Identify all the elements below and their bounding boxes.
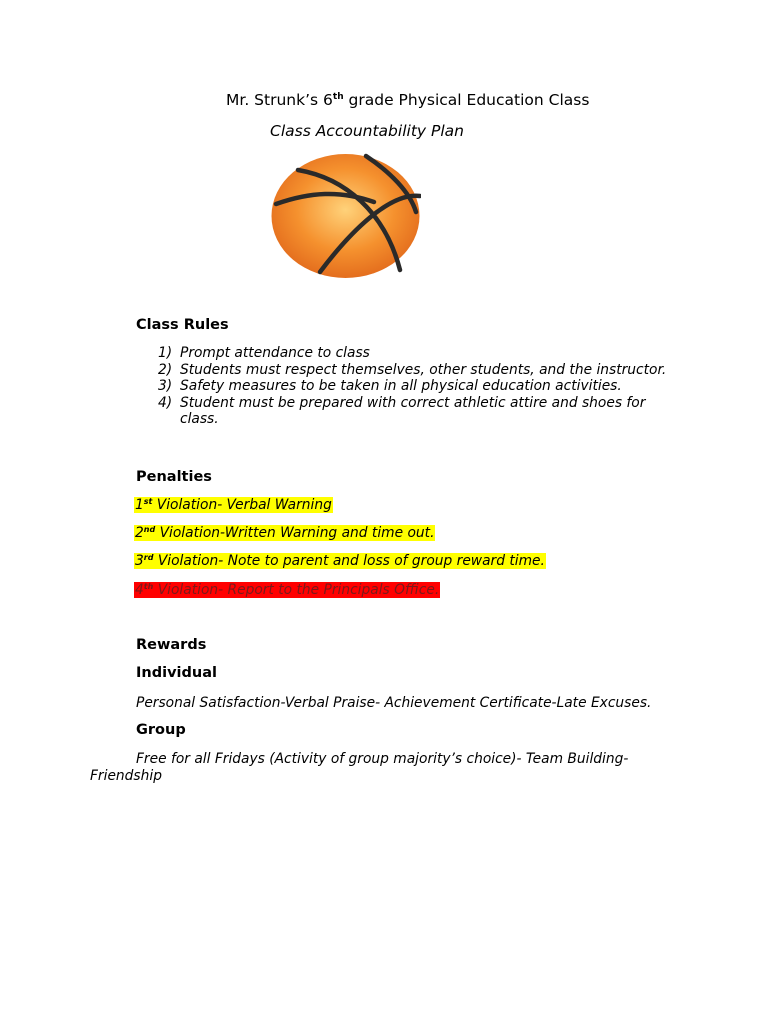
title-superscript: th (332, 91, 344, 102)
title-suffix: grade Physical Education Class (343, 91, 590, 109)
class-rules-heading: Class Rules (136, 317, 229, 333)
document-subtitle: Class Accountability Plan (270, 122, 464, 140)
penalty-fourth-violation: 4th Violation- Report to the Principals Office. (135, 582, 440, 598)
penalties-heading: Penalties (136, 469, 212, 485)
individual-rewards-text: Personal Satisfaction-Verbal Praise- Achievement Certificate-Late Excuses. (136, 695, 652, 711)
rewards-heading: Rewards (136, 637, 207, 653)
basketball-image (270, 152, 421, 280)
list-item: 2) Students must respect themselves, other students, and the instructor. (158, 361, 667, 378)
list-item: 1) Prompt attendance to class (158, 345, 370, 361)
title-prefix: Mr. Strunk’s 6 (226, 91, 333, 109)
list-item: 3) Safety measures to be taken in all physical education activities. (158, 378, 622, 395)
list-item: 4) Student must be prepared with correct athletic attire and shoes for class. (158, 394, 646, 428)
group-heading: Group (136, 722, 186, 738)
individual-heading: Individual (136, 665, 217, 681)
penalty-first-violation: 1st Violation- Verbal Warning (135, 497, 332, 513)
class-rules-list (158, 345, 698, 428)
penalty-third-violation: 3rd Violation- Note to parent and loss of group reward time. (135, 553, 545, 569)
group-rewards-text-line1: Free for all Fridays (Activity of group majority’s choice)- Team Building- (136, 751, 629, 767)
penalty-second-violation: 2nd Violation-Written Warning and time out. (135, 525, 435, 541)
document-title (226, 91, 589, 109)
group-rewards-text-line2: Friendship (90, 768, 162, 784)
